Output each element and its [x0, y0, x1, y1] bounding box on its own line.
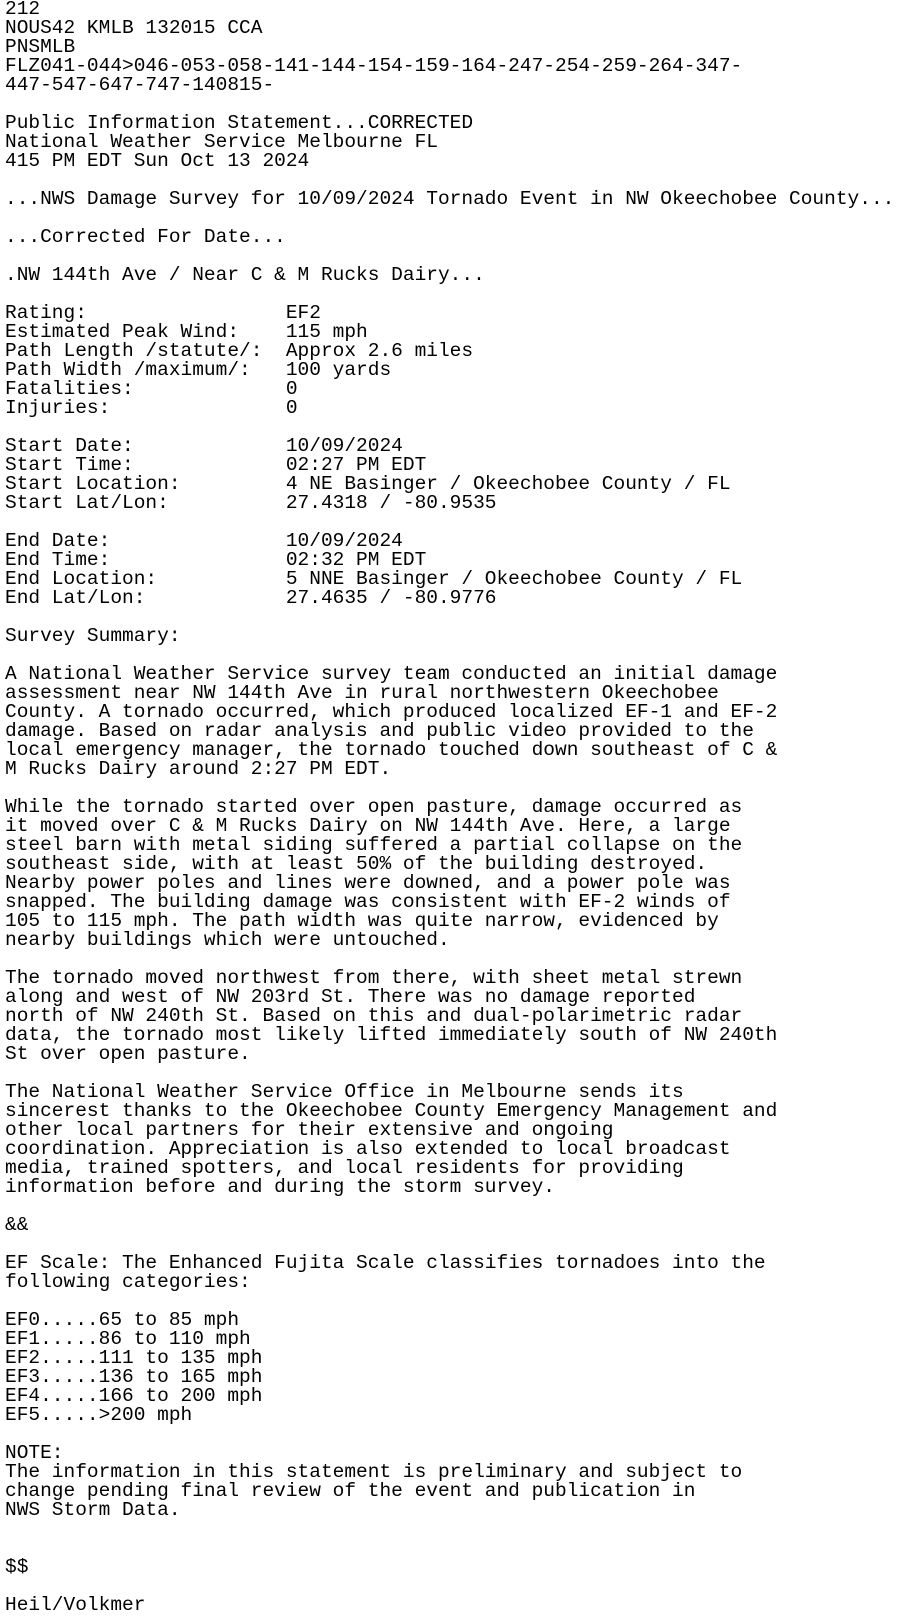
blank-line — [5, 1539, 918, 1558]
note-line: change pending final review of the event and publication in — [5, 1480, 696, 1502]
ef-scale-ef2: EF2.....111 to 135 mph — [5, 1347, 263, 1369]
detail-fatalities: Fatalities: 0 — [5, 378, 298, 400]
summary-p4-line: sincerest thanks to the Okeechobee County Emergency Management and — [5, 1100, 778, 1122]
summary-p2-line: 105 to 115 mph. The path width was quite narrow, evidenced by — [5, 910, 719, 932]
summary-p3-line: north of NW 240th St. Based on this and dual-polarimetric radar — [5, 1005, 743, 1027]
summary-p2-line: While the tornado started over open pasture, damage occurred as — [5, 796, 743, 818]
summary-heading: Survey Summary: — [5, 625, 181, 647]
segment-title: .NW 144th Ave / Near C & M Rucks Dairy... — [5, 264, 485, 286]
detail-peak-wind: Estimated Peak Wind: 115 mph — [5, 321, 368, 343]
awips-id: PNSMLB — [5, 36, 76, 58]
headline: ...NWS Damage Survey for 10/09/2024 Tornado Event in NW Okeechobee County... — [5, 188, 895, 210]
summary-p1-line: damage. Based on radar analysis and public video provided to the — [5, 720, 754, 742]
detail-end-latlon: End Lat/Lon: 27.4635 / -80.9776 — [5, 587, 497, 609]
summary-p1-line: assessment near NW 144th Ave in rural northwestern Okeechobee — [5, 682, 719, 704]
ef-scale-ef4: EF4.....166 to 200 mph — [5, 1385, 263, 1407]
summary-p2-line: steel barn with metal siding suffered a partial collapse on the — [5, 834, 743, 856]
detail-start-location: Start Location: 4 NE Basinger / Okeechobee County / FL — [5, 473, 731, 495]
ef-scale-ef1: EF1.....86 to 110 mph — [5, 1328, 251, 1350]
summary-p4-line: other local partners for their extensive and ongoing — [5, 1119, 614, 1141]
ef-scale-ef3: EF3.....136 to 165 mph — [5, 1366, 263, 1388]
summary-p2-line: it moved over C & M Rucks Dairy on NW 144th Ave. Here, a large — [5, 815, 731, 837]
summary-p3-line: data, the tornado most likely lifted immediately south of NW 240th — [5, 1024, 778, 1046]
summary-p2-line: southeast side, with at least 50% of the building destroyed. — [5, 853, 708, 875]
summary-p1-line: M Rucks Dairy around 2:27 PM EDT. — [5, 758, 392, 780]
detail-rating: Rating: EF2 — [5, 302, 321, 324]
summary-p3-line: St over open pasture. — [5, 1043, 251, 1065]
blank-line — [5, 1520, 918, 1539]
detail-injuries: Injuries: 0 — [5, 397, 298, 419]
end-marker: $$ — [5, 1556, 29, 1578]
ef-scale-ef0: EF0.....65 to 85 mph — [5, 1309, 240, 1331]
detail-path-width: Path Width /maximum/: 100 yards — [5, 359, 392, 381]
section-separator: && — [5, 1214, 29, 1236]
detail-start-latlon: Start Lat/Lon: 27.4318 / -80.9535 — [5, 492, 497, 514]
zone-list-line: 447-547-647-747-140815- — [5, 74, 275, 96]
summary-p2-line: snapped. The building damage was consistent with EF-2 winds of — [5, 891, 731, 913]
signature: Heil/Volkmer — [5, 1594, 146, 1616]
zone-list-line: FLZ041-044>046-053-058-141-144-154-159-164-247-254-259-264-347- — [5, 55, 743, 77]
summary-p1-line: local emergency manager, the tornado touched down southeast of C & — [5, 739, 778, 761]
correction-note: ...Corrected For Date... — [5, 226, 286, 248]
detail-end-time: End Time: 02:32 PM EDT — [5, 549, 427, 571]
wmo-header: NOUS42 KMLB 132015 CCA — [5, 17, 263, 39]
ef-scale-intro: EF Scale: The Enhanced Fujita Scale classifies tornadoes into the — [5, 1252, 766, 1274]
blank-line — [5, 1197, 918, 1216]
summary-p4-line: The National Weather Service Office in Melbourne sends its — [5, 1081, 684, 1103]
summary-p1-line: County. A tornado occurred, which produced localized EF-1 and EF-2 — [5, 701, 778, 723]
summary-p3-line: along and west of NW 203rd St. There was no damage reported — [5, 986, 696, 1008]
note-line: The information in this statement is preliminary and subject to — [5, 1461, 743, 1483]
summary-p1-line: A National Weather Service survey team conducted an initial damage — [5, 663, 778, 685]
product-sequence: 212 — [5, 0, 41, 20]
detail-start-time: Start Time: 02:27 PM EDT — [5, 454, 427, 476]
summary-p4-line: information before and during the storm survey. — [5, 1176, 555, 1198]
detail-start-date: Start Date: 10/09/2024 — [5, 435, 403, 457]
note-label: NOTE: — [5, 1442, 64, 1464]
note-line: NWS Storm Data. — [5, 1499, 181, 1521]
blank-line — [5, 1425, 918, 1444]
summary-p3-line: The tornado moved northwest from there, with sheet metal strewn — [5, 967, 743, 989]
issue-time: 415 PM EDT Sun Oct 13 2024 — [5, 150, 310, 172]
ef-scale-ef5: EF5.....>200 mph — [5, 1404, 193, 1426]
detail-end-location: End Location: 5 NNE Basinger / Okeechobee County / FL — [5, 568, 743, 590]
summary-p4-line: coordination. Appreciation is also extended to local broadcast — [5, 1138, 731, 1160]
detail-end-date: End Date: 10/09/2024 — [5, 530, 403, 552]
summary-p4-line: media, trained spotters, and local residents for providing — [5, 1157, 684, 1179]
statement-title: Public Information Statement...CORRECTED — [5, 112, 474, 134]
issuing-office: National Weather Service Melbourne FL — [5, 131, 438, 153]
detail-path-length: Path Length /statute/: Approx 2.6 miles — [5, 340, 474, 362]
summary-p2-line: Nearby power poles and lines were downed, and a power pole was — [5, 872, 731, 894]
ef-scale-intro: following categories: — [5, 1271, 251, 1293]
summary-p2-line: nearby buildings which were untouched. — [5, 929, 450, 951]
